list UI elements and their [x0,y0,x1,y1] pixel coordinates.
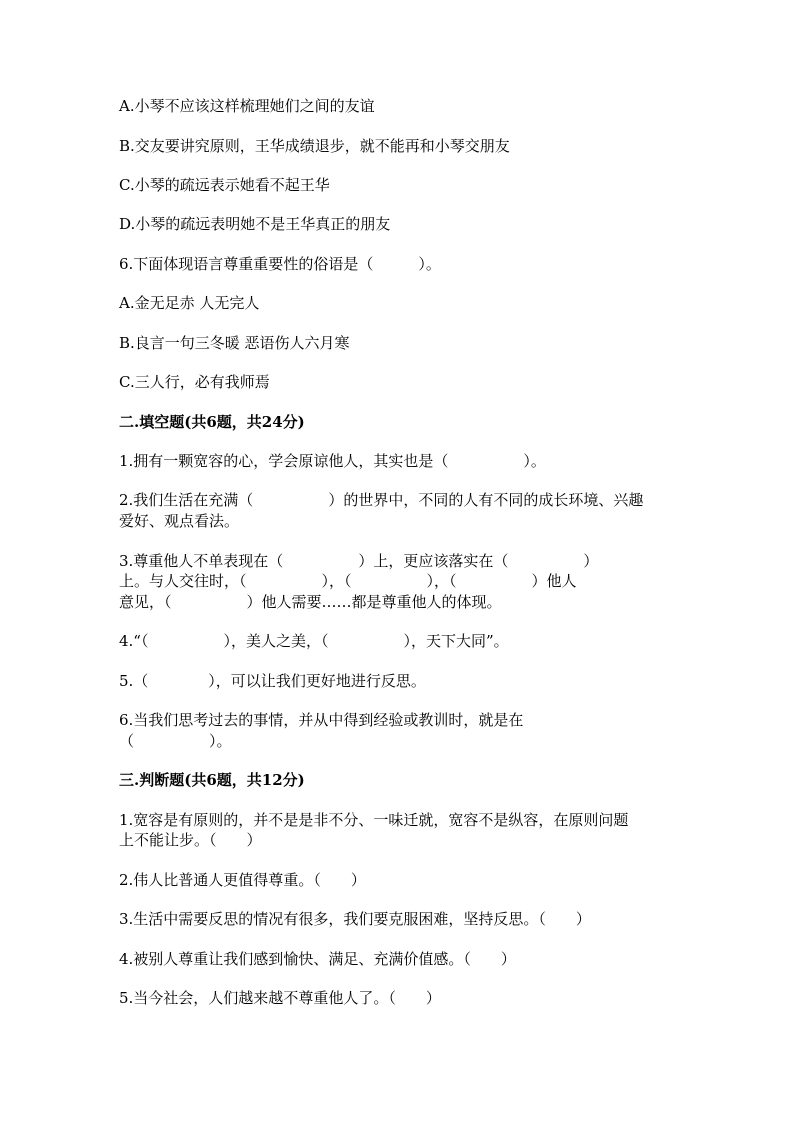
fill-question-3-line-1: 3.尊重他人不单表现在（ ）上，更应该落实在（ ） [119,552,599,570]
fill-question-1: 1.拥有一颗宽容的心，学会原谅他人，其实也是（ ）。 [119,452,546,470]
option-d-friendship: D.小琴的疏远表明她不是王华真正的朋友 [119,215,391,233]
judge-question-1-line-2: 上不能让步。（ ） [119,831,262,849]
judge-question-3: 3.生活中需要反思的情况有很多，我们要克服困难，坚持反思。（ ） [119,910,591,928]
fill-question-5: 5.（ ），可以让我们更好地进行反思。 [119,672,426,690]
judge-question-4: 4.被别人尊重让我们感到愉快、满足、充满价值感。（ ） [119,950,516,968]
option-b-friendship: B.交友要讲究原则，王华成绩退步，就不能再和小琴交朋友 [119,137,510,155]
fill-question-4: 4.“（ ），美人之美，（ ），天下大同”。 [119,632,509,650]
fill-question-2-line-1: 2.我们生活在充满（ ）的世界中，不同的人有不同的成长环境、兴趣 [119,491,644,509]
option-a-proverb: A.金无足赤 人无完人 [119,294,260,312]
fill-question-3-line-3: 意见，（ ）他人需要……都是尊重他人的体现。 [119,593,502,611]
option-c-friendship: C.小琴的疏远表示她看不起王华 [119,176,330,194]
fill-question-2-line-2: 爱好、观点看法。 [119,512,240,530]
option-c-proverb: C.三人行，必有我师焉 [119,373,270,391]
judge-question-5: 5.当今社会，人们越来越不尊重他人了。（ ） [119,989,441,1007]
judge-question-1-line-1: 1.宽容是有原则的，并不是是非不分、一味迁就，宽容不是纵容，在原则问题 [119,811,629,829]
option-b-proverb: B.良言一句三冬暖 恶语伤人六月寒 [119,334,350,352]
fill-question-3-line-2: 上。与人交往时，（ ），（ ），（ ）他人 [119,572,577,590]
question-6-proverb: 6.下面体现语言尊重重要性的俗语是（ ）。 [119,255,441,273]
section-true-false-heading: 三.判断题(共6题，共12分) [119,771,305,789]
section-fill-blank-heading: 二.填空题(共6题，共24分) [119,413,305,431]
fill-question-6-line-2: （ ）。 [119,732,232,750]
fill-question-6-line-1: 6.当我们思考过去的事情，并从中得到经验或教训时，就是在 [119,711,524,729]
judge-question-2: 2.伟人比普通人更值得尊重。（ ） [119,871,366,889]
option-a-friendship: A.小琴不应该这样梳理她们之间的友谊 [119,97,375,115]
